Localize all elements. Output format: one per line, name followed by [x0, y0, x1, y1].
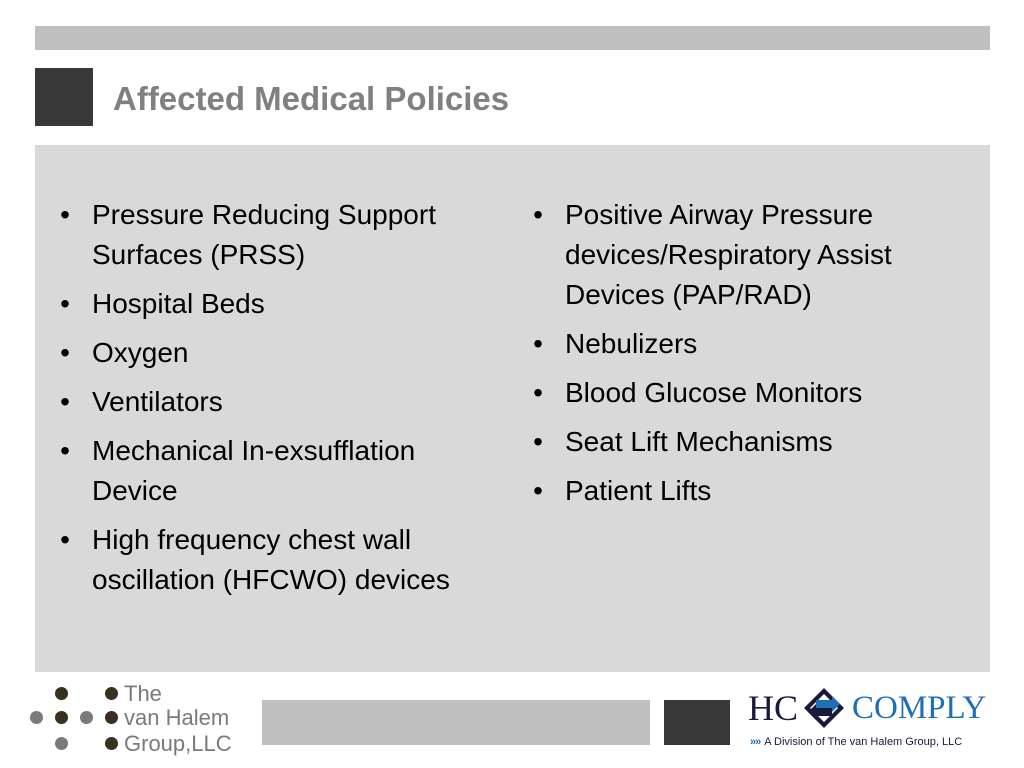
bullet-icon: • [533, 475, 543, 506]
bullet-icon: • [60, 524, 70, 555]
bullet-icon: • [60, 199, 70, 230]
list-item [55, 431, 495, 511]
footer-accent-square [664, 700, 730, 745]
van-halem-logo [20, 680, 260, 762]
list-item-text: Mechanical In-exsufflation Device [92, 435, 416, 506]
bullet-icon: • [60, 386, 70, 417]
logo-dot [55, 687, 68, 700]
logo-text-van-halem: van Halem [124, 705, 230, 730]
list-item [55, 195, 495, 275]
hc-comply-logo [740, 680, 1002, 760]
list-item [528, 422, 968, 462]
list-item-text: Blood Glucose Monitors [565, 377, 863, 408]
left-policy-list [55, 195, 495, 609]
slide-title: Affected Medical Policies [113, 80, 510, 117]
bullet-icon: • [533, 199, 543, 230]
bullet-icon: • [533, 426, 543, 457]
logo-dot [105, 737, 118, 750]
list-item-text: Oxygen [92, 337, 189, 368]
logo-text-comply: COMPLY [852, 690, 987, 726]
logo-dot [55, 737, 68, 750]
logo-dot [55, 711, 68, 724]
double-chevron-icon: »» [750, 736, 761, 748]
logo-text-hc: HC [748, 688, 799, 728]
logo-dot [80, 711, 93, 724]
list-item [528, 324, 968, 364]
list-item-text: Positive Airway Pressure devices/Respiratory Assist Devices (PAP/RAD) [565, 199, 892, 310]
list-item [528, 195, 968, 315]
list-item [55, 284, 495, 324]
list-item-text: Seat Lift Mechanisms [565, 426, 833, 457]
list-item [55, 520, 495, 600]
list-item [55, 333, 495, 373]
list-item-text: Nebulizers [565, 328, 698, 359]
list-item-text: Pressure Reducing Support Surfaces (PRSS) [92, 199, 436, 270]
tagline-text: A Division of The van Halem Group, LLC [764, 736, 963, 748]
logo-tagline [750, 736, 962, 748]
list-item [55, 382, 495, 422]
logo-dot [105, 711, 118, 724]
right-policy-list [528, 195, 968, 520]
logo-text-group: Group,LLC [124, 731, 232, 756]
title-accent-square [35, 68, 93, 126]
list-item [528, 471, 968, 511]
footer-bar [262, 700, 650, 745]
bullet-icon: • [533, 377, 543, 408]
logo-dot [30, 711, 43, 724]
list-item-text: High frequency chest wall oscillation (HFCWO) devices [92, 524, 450, 595]
list-item-text: Ventilators [92, 386, 223, 417]
logo-dot [105, 687, 118, 700]
logo-text-the: The [124, 681, 162, 706]
list-item [528, 373, 968, 413]
bullet-icon: • [533, 328, 543, 359]
header-bar [35, 26, 990, 50]
diamond-arrows-icon [802, 686, 846, 730]
bullet-icon: • [60, 337, 70, 368]
list-item-text: Patient Lifts [565, 475, 712, 506]
bullet-icon: • [60, 288, 70, 319]
bullet-icon: • [60, 435, 70, 466]
list-item-text: Hospital Beds [92, 288, 265, 319]
